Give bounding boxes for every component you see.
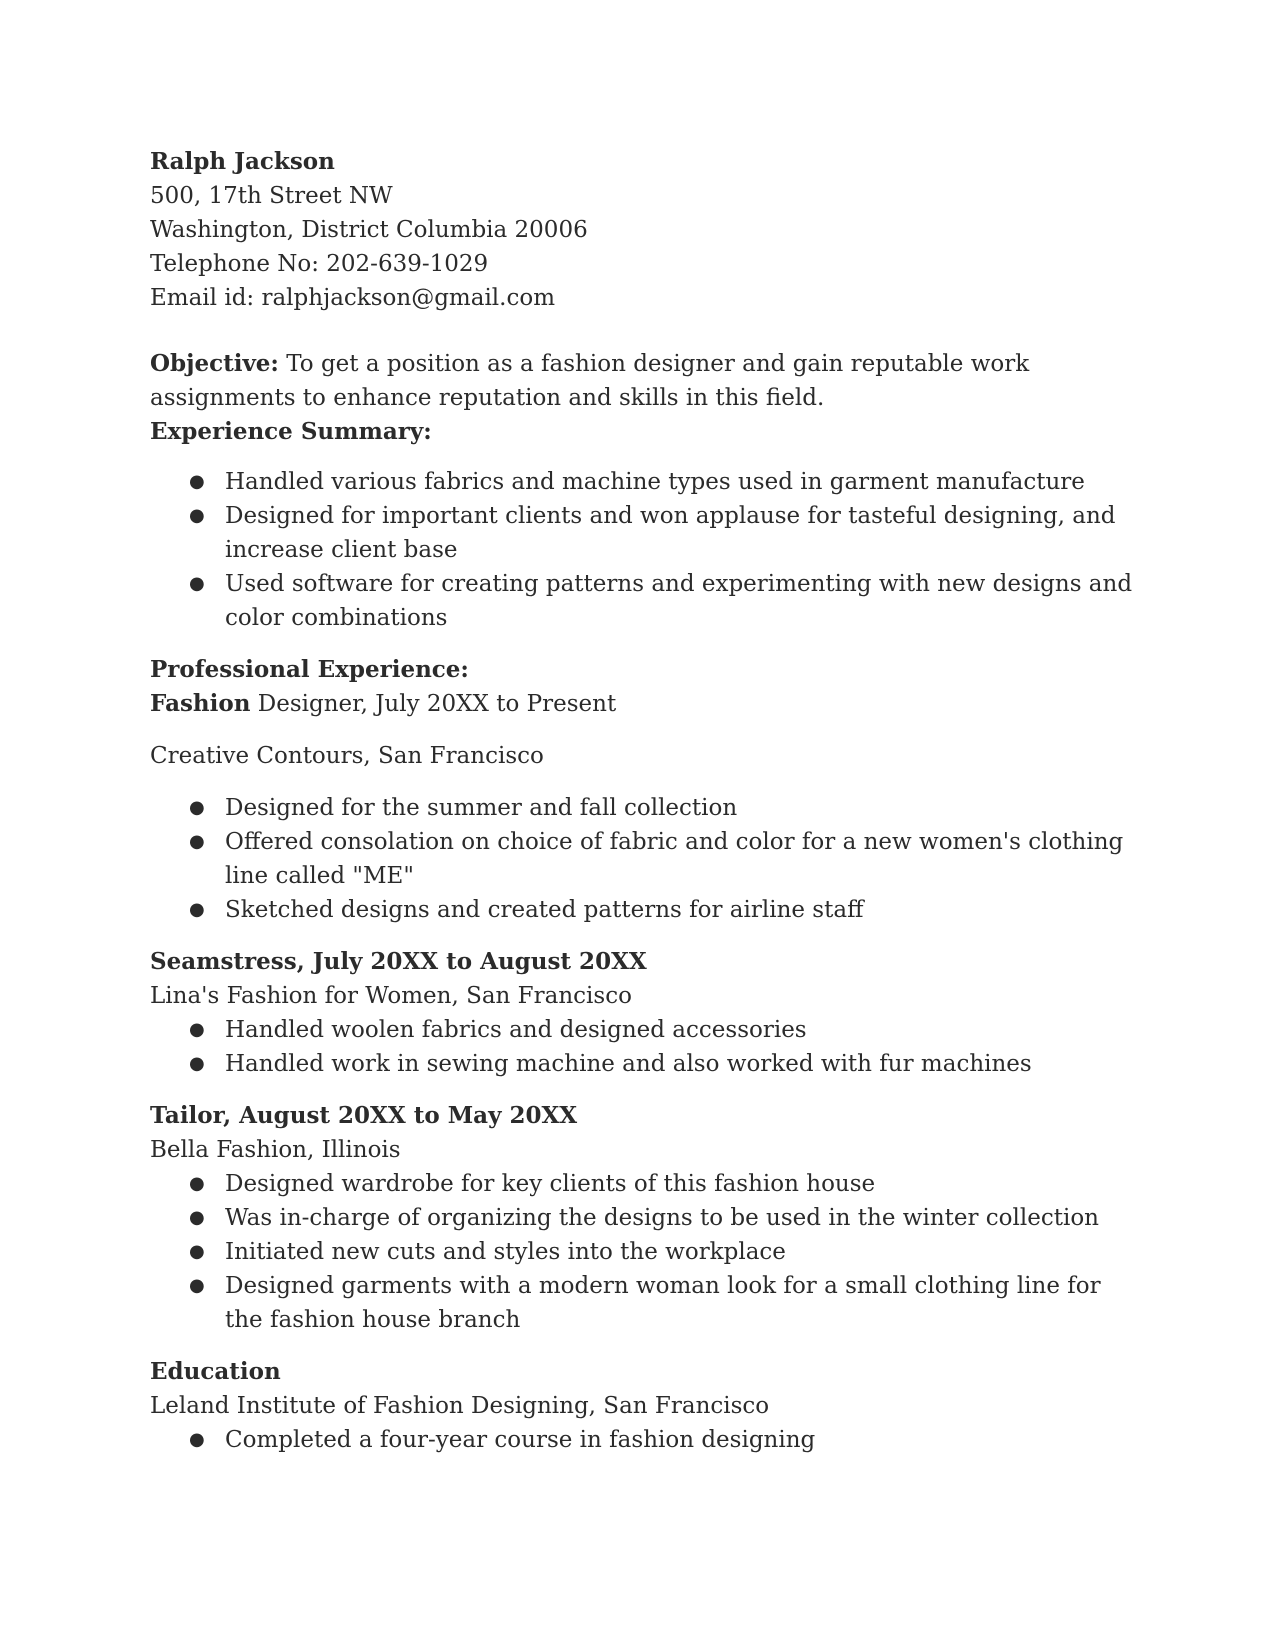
bullet-icon: ●: [189, 505, 205, 526]
job-duties-list: [150, 1167, 1140, 1337]
list-item: ● Completed a four-year course in fashion designing: [150, 1423, 1140, 1457]
education-list: [150, 1423, 1140, 1457]
list-item: ● Designed for the summer and fall collection: [150, 791, 1140, 825]
experience-summary-heading: Experience Summary:: [150, 418, 432, 445]
list-item: ● Was in-charge of organizing the designs to be used in the winter collection: [150, 1201, 1140, 1235]
list-item: ● Designed for important clients and won applause for tasteful designing, and increase client base: [150, 499, 1140, 567]
bullet-icon: ●: [189, 1053, 205, 1074]
list-item: ● Initiated new cuts and styles into the workplace: [150, 1235, 1140, 1269]
address-line-2: Washington, District Columbia 20006: [150, 217, 588, 243]
objective-paragraph: [150, 347, 1140, 415]
experience-summary-list: [150, 465, 1140, 635]
email: Email id: ralphjackson@gmail.com: [150, 285, 556, 311]
objective-text: To get a position as a fashion designer and gain reputable work assignments to enhance reputation and skills in this field.: [150, 351, 1030, 411]
bullet-icon: ●: [189, 1275, 205, 1296]
job-duties-list: [150, 791, 1140, 927]
bullet-icon: ●: [189, 573, 205, 594]
list-item: ● Sketched designs and created patterns for airline staff: [150, 893, 1140, 927]
telephone: Telephone No: 202-639-1029: [150, 251, 489, 277]
bullet-icon: ●: [189, 1173, 205, 1194]
objective-label: Objective:: [150, 350, 279, 377]
bullet-icon: ●: [189, 831, 205, 852]
bullet-icon: ●: [189, 1019, 205, 1040]
list-item: ● Used software for creating patterns and experimenting with new designs and color combinations: [150, 567, 1140, 635]
bullet-icon: ●: [189, 1429, 205, 1450]
job-title-tailor: Tailor, August 20XX to May 20XX: [150, 1102, 578, 1129]
applicant-name: Ralph Jackson: [150, 148, 335, 175]
bullet-icon: ●: [189, 797, 205, 818]
bullet-icon: ●: [189, 1241, 205, 1262]
address-line-1: 500, 17th Street NW: [150, 183, 393, 209]
list-item: ● Handled various fabrics and machine types used in garment manufacture: [150, 465, 1140, 499]
company-bella-fashion: Bella Fashion, Illinois: [150, 1137, 401, 1163]
list-item: ● Handled work in sewing machine and also worked with fur machines: [150, 1047, 1140, 1081]
list-item: ● Offered consolation on choice of fabric and color for a new women's clothing line called "ME": [150, 825, 1140, 893]
bullet-icon: ●: [189, 471, 205, 492]
education-heading: Education: [150, 1358, 281, 1385]
list-item: ● Designed garments with a modern woman look for a small clothing line for the fashion house branch: [150, 1269, 1140, 1337]
job-duties-list: [150, 1013, 1140, 1081]
job-title-fashion-designer: Fashion Designer, July 20XX to Present: [150, 690, 617, 717]
company-creative-contours: Creative Contours, San Francisco: [150, 743, 544, 769]
professional-experience-heading: Professional Experience:: [150, 656, 469, 683]
education-institution: Leland Institute of Fashion Designing, San Francisco: [150, 1393, 770, 1419]
company-linas-fashion: Lina's Fashion for Women, San Francisco: [150, 983, 632, 1009]
bullet-icon: ●: [189, 1207, 205, 1228]
list-item: ● Handled woolen fabrics and designed accessories: [150, 1013, 1140, 1047]
list-item: ● Designed wardrobe for key clients of this fashion house: [150, 1167, 1140, 1201]
job-title-seamstress: Seamstress, July 20XX to August 20XX: [150, 948, 647, 975]
resume-page: [150, 145, 1140, 1457]
bullet-icon: ●: [189, 899, 205, 920]
